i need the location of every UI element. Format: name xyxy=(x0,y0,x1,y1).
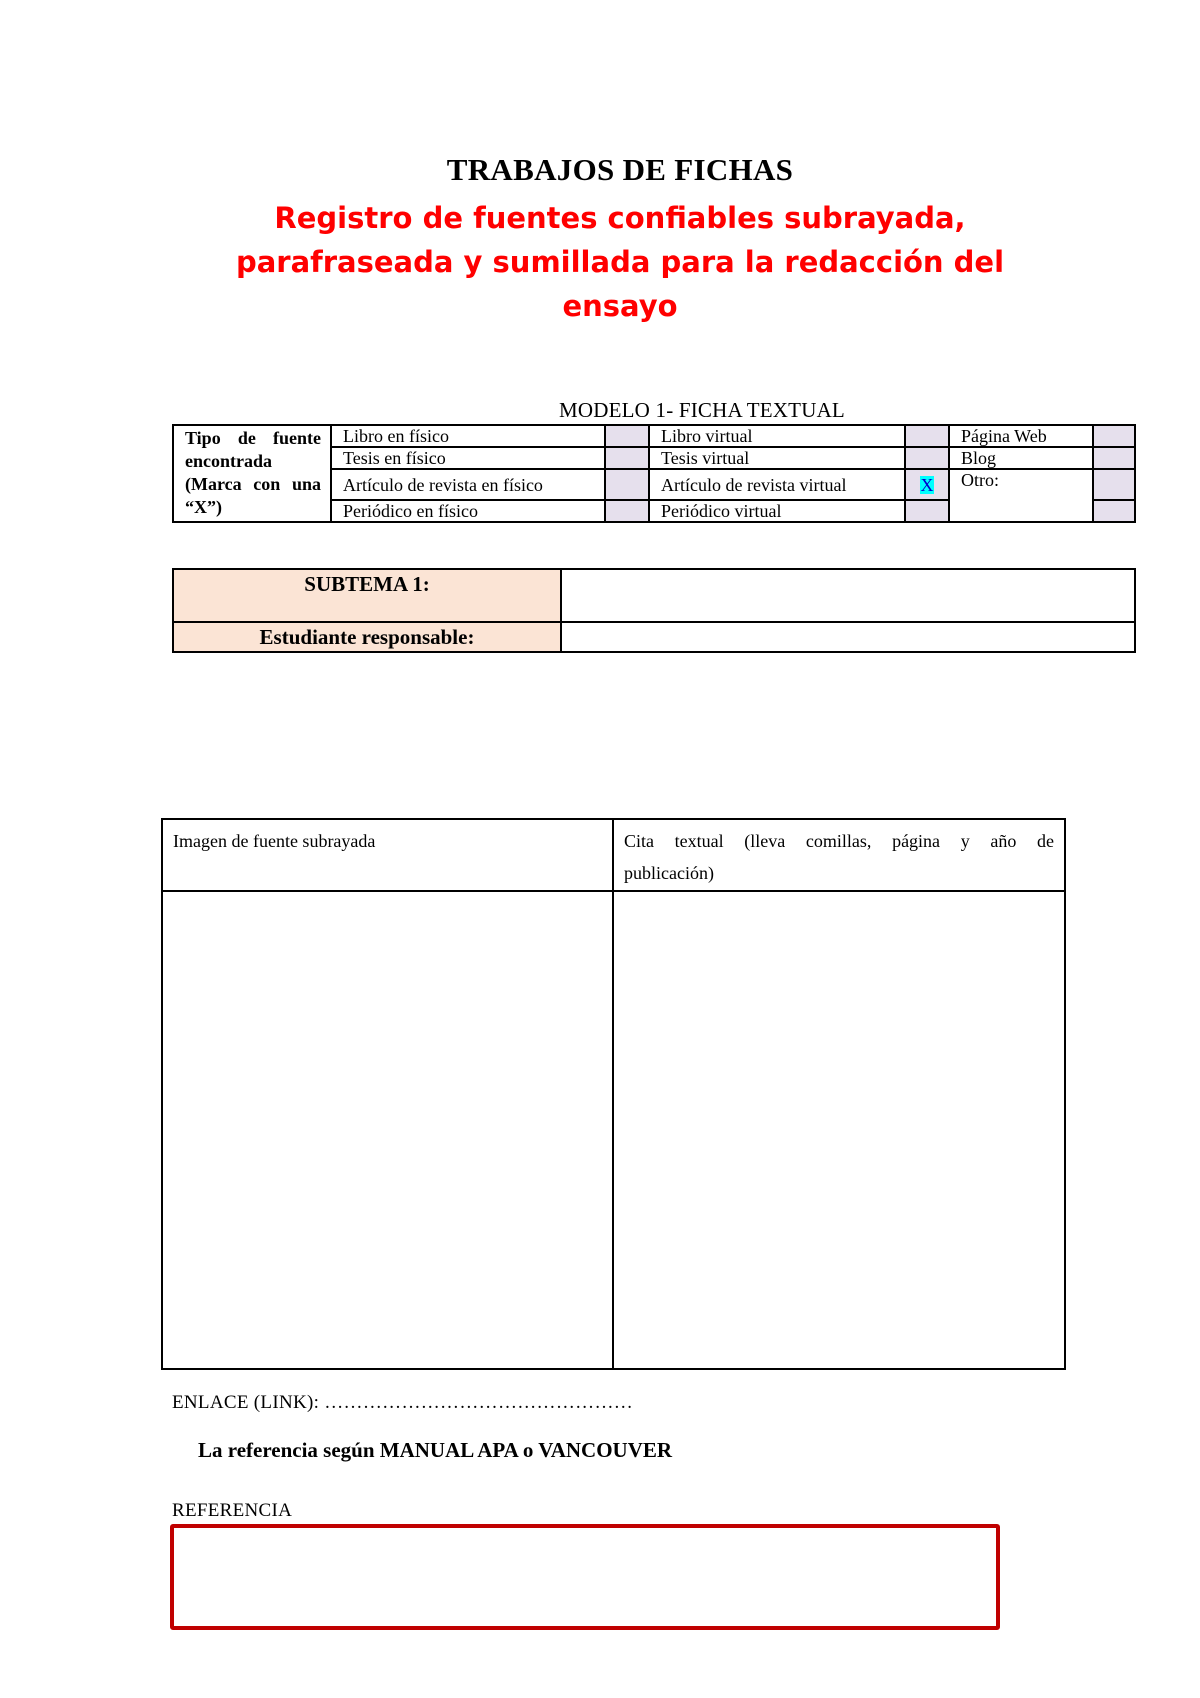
checkbox-libro-virtual[interactable] xyxy=(905,425,949,447)
checkbox-articulo-fisico[interactable] xyxy=(605,469,649,500)
checkbox-periodico-virtual[interactable] xyxy=(905,500,949,522)
source-type-label: Tipo de fuente encontrada (Marca con una “X”) xyxy=(173,425,331,522)
option-otro: Otro: xyxy=(949,469,1093,522)
responsable-field[interactable] xyxy=(561,622,1135,652)
referencia-label: REFERENCIA xyxy=(172,1500,293,1521)
checkbox-libro-fisico[interactable] xyxy=(605,425,649,447)
modelo-heading: MODELO 1- FICHA TEXTUAL xyxy=(559,398,845,422)
responsable-label: Estudiante responsable: xyxy=(173,622,561,652)
document-subtitle: Registro de fuentes confiables subrayada, parafraseada y sumillada para la redacción del ensayo xyxy=(235,201,1005,323)
checkbox-otro[interactable] xyxy=(1093,469,1135,500)
apa-note: La referencia según MANUAL APA o VANCOUVER xyxy=(198,1438,673,1462)
referencia-box[interactable] xyxy=(170,1524,1000,1630)
subtema-table xyxy=(172,568,1136,653)
option-tesis-fisico: Tesis en físico xyxy=(331,447,605,469)
cita-header-line2: publicación) xyxy=(624,863,714,883)
imagen-header-label: Imagen de fuente subrayada xyxy=(173,831,376,851)
cita-area[interactable] xyxy=(613,891,1065,1369)
cita-header-line1: Cita textual (lleva comillas, página y año de xyxy=(624,831,1054,851)
checkbox-pagina-web[interactable] xyxy=(1093,425,1135,447)
source-type-table xyxy=(172,424,1136,523)
document-title: TRABAJOS DE FICHAS xyxy=(446,152,794,187)
option-periodico-fisico: Periódico en físico xyxy=(331,500,605,522)
option-articulo-fisico: Artículo de revista en físico xyxy=(331,469,605,500)
enlace-line: ENLACE (LINK): ………………………………………… xyxy=(172,1392,634,1413)
option-periodico-virtual: Periódico virtual xyxy=(649,500,905,522)
subtema-field[interactable] xyxy=(561,569,1135,622)
checkbox-tesis-fisico[interactable] xyxy=(605,447,649,469)
option-blog: Blog xyxy=(949,447,1093,469)
option-libro-fisico: Libro en físico xyxy=(331,425,605,447)
option-pagina-web: Página Web xyxy=(949,425,1093,447)
checkbox-tesis-virtual[interactable] xyxy=(905,447,949,469)
checkbox-otro-extra[interactable] xyxy=(1093,500,1135,522)
x-mark: X xyxy=(920,474,934,495)
imagen-area[interactable] xyxy=(162,891,613,1369)
subtema-label: SUBTEMA 1: xyxy=(173,569,561,622)
cita-header xyxy=(613,819,1065,891)
checkbox-periodico-fisico[interactable] xyxy=(605,500,649,522)
option-tesis-virtual: Tesis virtual xyxy=(649,447,905,469)
checkbox-blog[interactable] xyxy=(1093,447,1135,469)
checkbox-articulo-virtual[interactable] xyxy=(905,469,949,500)
imagen-header xyxy=(162,819,613,891)
option-articulo-virtual: Artículo de revista virtual xyxy=(649,469,905,500)
ficha-textual-table xyxy=(161,818,1066,1370)
option-libro-virtual: Libro virtual xyxy=(649,425,905,447)
